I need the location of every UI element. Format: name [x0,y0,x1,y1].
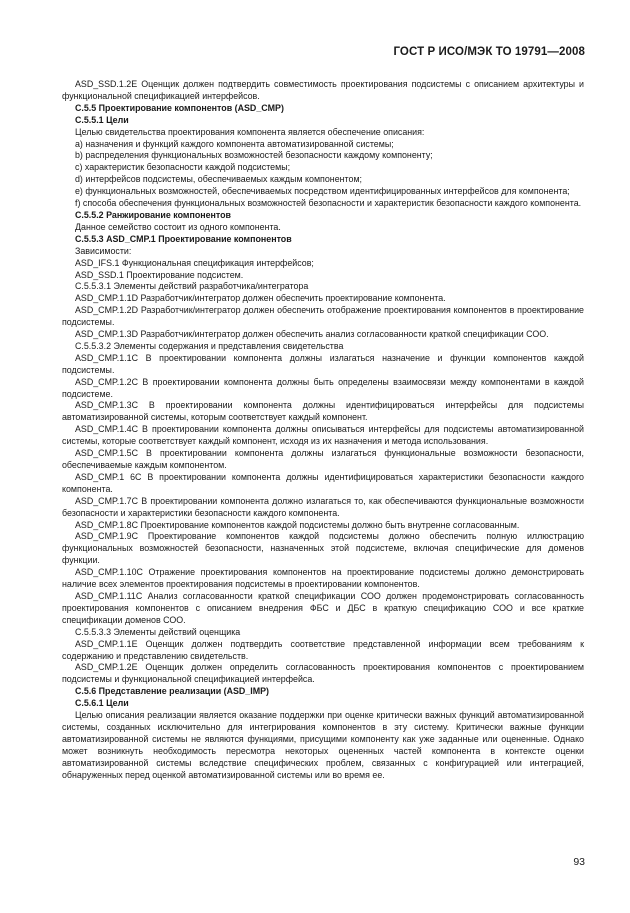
paragraph: ASD_CMP.1.1D Разработчик/интегратор должен обеспечить проектирование компонента. [75,293,446,304]
paragraph: ASD_CMP.1.3С В проектировании компонента должны идентифицироваться интерфейсы для подсистемы автоматизированной системы, которым соответствует каждый компонент. [62,400,584,423]
paragraph: ASD_CMP.1.3D Разработчик/интегратор должен обеспечить анализ согласованности краткой спецификации СОО. [75,329,549,340]
paragraph: d) интерфейсов подсистемы, обеспечиваемых каждым компонентом; [75,174,363,185]
paragraph: ASD_SSD.1 Проектирование подсистем. [75,269,244,280]
paragraph: ASD_CMP.1.5С В проектировании компонента должны излагаться функциональные возможности безопасности, обеспечиваемые каждым компонентом. [62,448,584,470]
paragraph: ASD_CMP.1.10С Отражение проектирования компонентов на проектирование подсистемы должно демонстрировать наличие всех элементов проектирования подсистемы в проектировании компонентов. [62,567,584,590]
document-body [62,79,584,781]
paragraph: ASD_CMP.1.7С В проектировании компонента должно излагаться то, как обеспечиваются функциональные возможности безопасности и характеристики безопасности каждого компонента. [62,495,584,518]
paragraph: Данное семейство состоит из одного компонента. [75,221,281,232]
paragraph: е) функциональных возможностей, обеспечиваемых посредством идентифицированных интерфейсов для компонента; [75,186,570,197]
paragraph: ASD_CMP.1 6С В проектировании компонента должны идентифицироваться характеристики безопасности каждого компонента. [62,471,584,494]
section-heading: С.5.5.3 ASD_CMP.1 Проектирование компонентов [75,233,292,244]
paragraph: с) характеристик безопасности каждой подсистемы; [75,162,291,173]
paragraph: Зависимости: [75,245,132,256]
paragraph: ASD_CMP.1.2С В проектировании компонента должны быть определены взаимосвязи между компонентами в каждой подсистеме. [62,376,584,399]
paragraph: ASD_CMP.1.2D Разработчик/интегратор должен обеспечить отображение проектирования компонентов в проектирование подсистемы. [62,305,584,328]
paragraph: ASD_CMP.1.9С Проектирование компонентов каждой подсистемы должно обеспечить полную иллюстрацию функциональных возможностей безопасности, назначенных этой подсистеме, включая специфические для доменов функции. [62,531,584,566]
paragraph: ASD_CMP.1.8С Проектирование компонентов каждой подсистемы должно быть внутренне согласованным. [75,519,520,530]
paragraph: С.5.5.3.3 Элементы действий оценщика [75,626,241,637]
page-header: ГОСТ Р ИСО/МЭК ТО 19791—2008 [393,46,585,58]
section-heading: С.5.5 Проектирование компонентов (ASD_CMP) [75,102,284,113]
paragraph: ASD_SSD.1.2E Оценщик должен подтвердить совместимость проектирования подсистемы с описанием архитектуры и функциональной спецификацией интерфейсов. [62,79,584,101]
paragraph: С.5.5.3.1 Элементы действий разработчика/интегратора [75,281,309,292]
section-heading: С.5.5.1 Цели [75,114,129,125]
section-heading: С.5.6 Представление реализации (ASD_IMP) [75,686,269,697]
paragraph: Целью описания реализации является оказание поддержки при оценке критически важных функций автоматизированной системы, созданных исключительно для интегрирования компонентов в эту систему. Критически важные функции автоматизированной системы не являются функциями, присущими компоненту как уже заданные или оцененные. Однако может возникнуть необходимость пересмотра некоторых оцененных частей компонента в контексте оценки автоматизированной системы вследствие специфических проблем, связанных с конфигурацией или интеграцией, обнаруженных перед оценкой автоматизированной системы или во время ее. [62,710,584,780]
paragraph: ASD_CMP.1.2Е Оценщик должен определить согласованность проектирования компонентов с проектированием подсистемы и функциональной спецификацией интерфейса. [62,662,584,685]
paragraph: b) распределения функциональных возможностей безопасности каждому компоненту; [75,150,433,161]
paragraph: ASD_CMP.1.1С В проектировании компонента должны излагаться назначение и функции компонентов каждой подсистемы. [62,352,584,375]
paragraph: ASD_CMP.1.4С В проектировании компонента должны описываться интерфейсы для подсистемы автоматизированной системы, которые соответствует каждый компонент, исходя из их назначения и метода использования. [62,424,584,447]
paragraph: f) способа обеспечения функциональных возможностей безопасности и характеристик безопасности каждого компонента. [75,198,582,209]
paragraph: ASD_CMP.1.11С Анализ согласованности краткой спецификации СОО должен продемонстрировать согласованность проектирования компонентов с описанием внедрения ФБС и ДБС в краткую спецификацию СОО и все краткие спецификации доменов СОО. [62,590,584,625]
paragraph: Целью свидетельства проектирования компонента является обеспечение описания: [75,126,425,137]
section-heading: С.5.5.2 Ранжирование компонентов [75,209,232,220]
section-heading: С.5.6.1 Цели [75,698,129,709]
paragraph: С.5.5.3.2 Элементы содержания и представления свидетельства [75,340,344,351]
page-number: 93 [573,856,585,868]
paragraph: а) назначения и функций каждого компонента автоматизированной системы; [75,138,394,149]
paragraph: ASD_CMP.1.1Е Оценщик должен подтвердить соответствие представленной информации всем требованиям к содержанию и представлению свидетельств. [62,638,584,661]
paragraph: ASD_IFS.1 Функциональная спецификация интерфейсов; [75,257,314,268]
